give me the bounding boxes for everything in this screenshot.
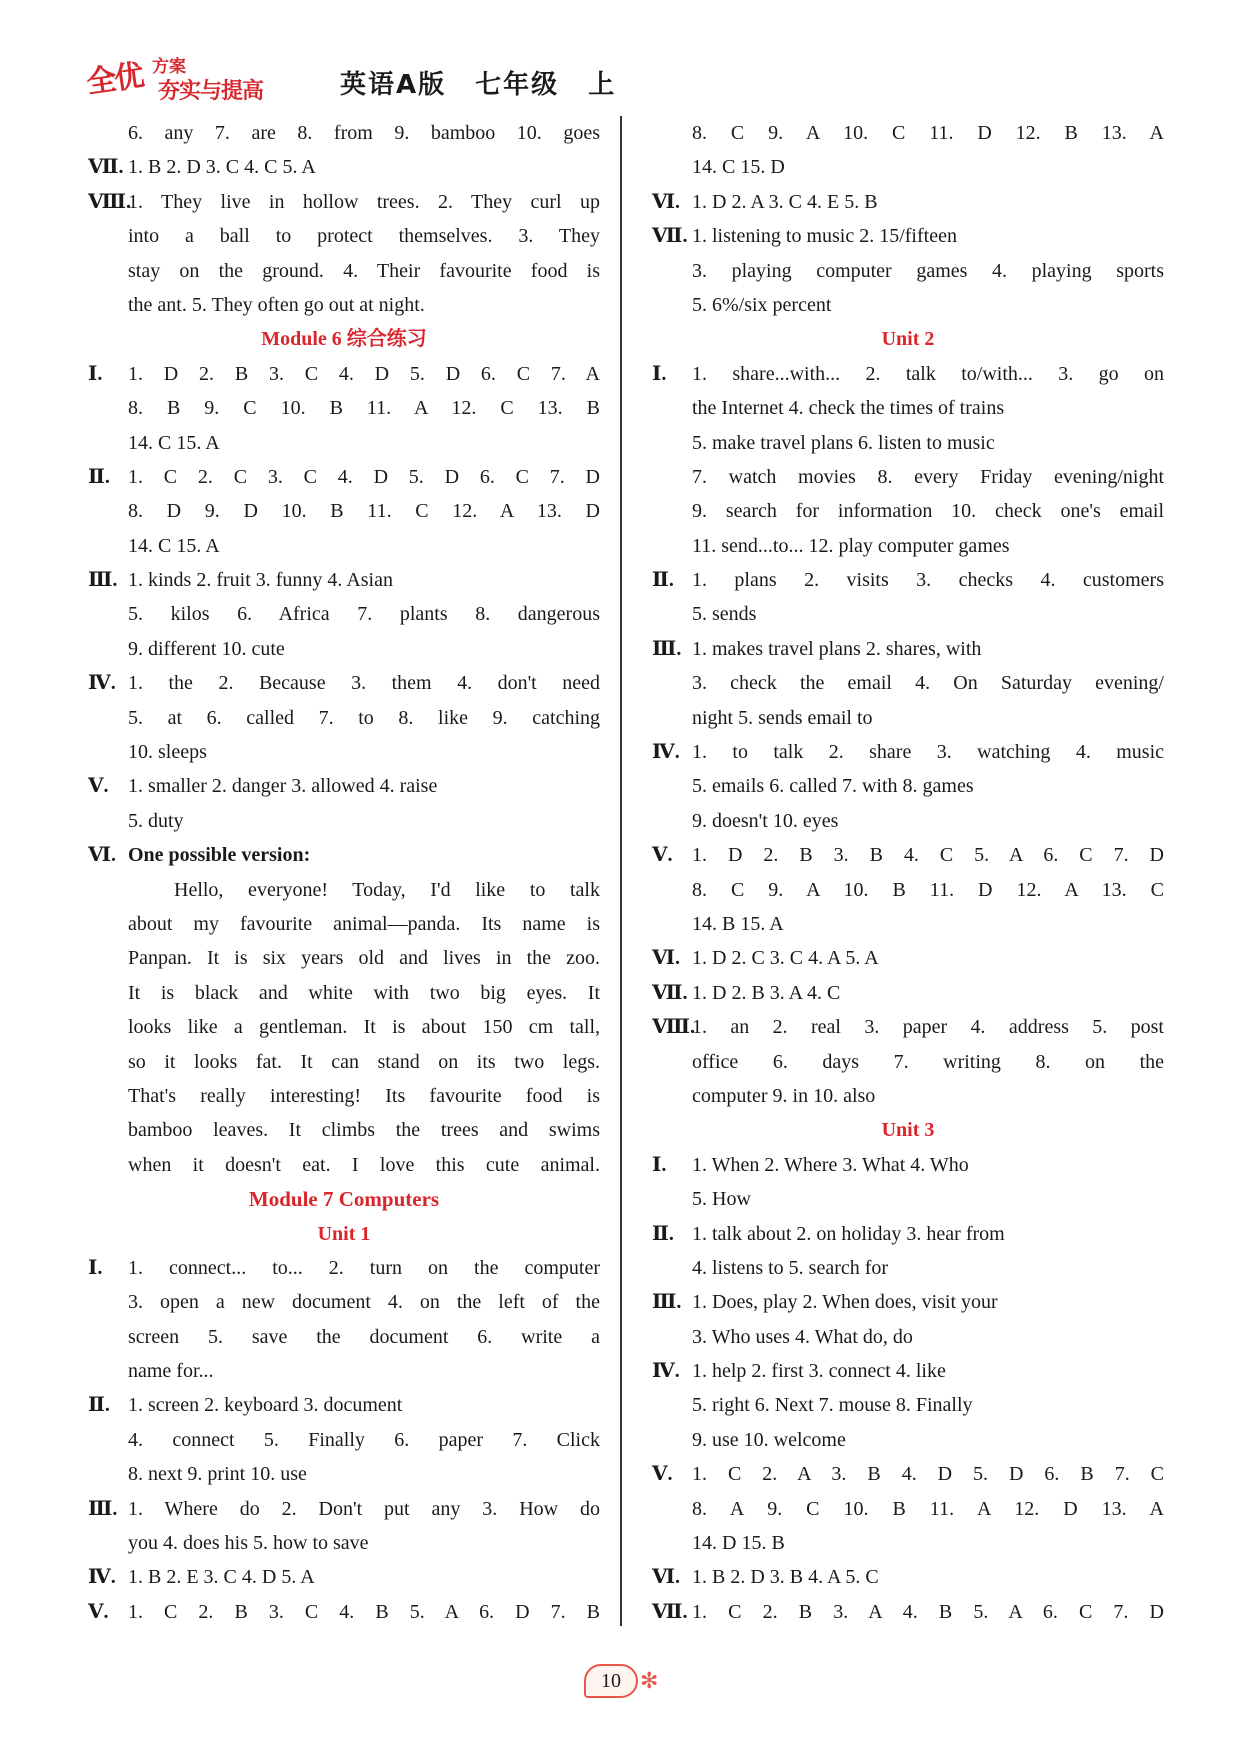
answer-line	[88, 769, 600, 803]
answer-line	[652, 1045, 1164, 1079]
answer-line	[88, 976, 600, 1010]
answer-text: 1. C 2. A 3. B 4. D 5. D 6. B 7. C	[692, 1463, 1164, 1486]
answer-line	[652, 1010, 1164, 1044]
section-heading: Unit 2	[881, 328, 935, 351]
answer-text: 1. D 2. B 3. A 4. C	[692, 981, 841, 1004]
answer-text: night 5. sends email to	[692, 706, 873, 729]
answer-line	[652, 1217, 1164, 1251]
section-numeral: Ⅲ.	[652, 1291, 682, 1314]
section-numeral: Ⅰ.	[88, 1256, 103, 1279]
answer-text: 4. listens to 5. search for	[692, 1256, 889, 1279]
answer-text: 1. plans 2. visits 3. checks 4. customers	[692, 569, 1164, 592]
answer-line	[652, 941, 1164, 975]
answer-line	[652, 494, 1164, 528]
section-numeral: Ⅵ.	[88, 844, 116, 867]
answer-line	[88, 907, 600, 941]
answer-text: the ant. 5. They often go out at night.	[128, 293, 425, 316]
answer-line	[88, 1388, 600, 1422]
answer-text: 1. smaller 2. danger 3. allowed 4. raise	[128, 775, 438, 798]
answer-line	[88, 426, 600, 460]
answer-line	[652, 529, 1164, 563]
answer-line	[88, 116, 600, 150]
section-numeral: Ⅲ.	[88, 569, 118, 592]
answer-text: office 6. days 7. writing 8. on the	[692, 1050, 1164, 1073]
section-numeral: Ⅵ.	[652, 190, 680, 213]
answer-text: 6. any 7. are 8. from 9. bamboo 10. goes	[128, 122, 600, 144]
answer-line	[652, 1285, 1164, 1319]
page-header	[80, 48, 1180, 106]
answer-text: 1. D 2. A 3. C 4. E 5. B	[692, 190, 878, 213]
section-numeral: Ⅳ.	[88, 672, 116, 695]
answer-line	[88, 1560, 600, 1594]
book-title: 英语A版 七年级 上	[340, 70, 617, 100]
column-divider	[620, 116, 622, 1626]
answer-text: 1. B 2. D 3. C 4. C 5. A	[128, 156, 316, 179]
answer-line	[652, 1492, 1164, 1526]
answer-text: about my favourite animal—panda. Its name is	[128, 912, 600, 935]
section-heading: Unit 3	[881, 1119, 935, 1142]
section-heading: Module 7 Computers	[248, 1187, 440, 1212]
answer-text: 11. send...to... 12. play computer games	[692, 534, 1010, 557]
answer-text: 1. the 2. Because 3. them 4. don't need	[128, 672, 600, 695]
section-numeral: Ⅳ.	[88, 1566, 116, 1589]
section-heading: Module 6 综合练习	[261, 328, 427, 351]
section-numeral: Ⅱ.	[652, 1222, 674, 1245]
answer-text: 10. sleeps	[128, 741, 207, 764]
answer-line	[652, 1423, 1164, 1457]
answer-line	[652, 185, 1164, 219]
answer-text: 1. share...with... 2. talk to/with... 3. go on	[692, 362, 1164, 385]
answer-line	[652, 150, 1164, 184]
answer-text: 1. C 2. C 3. C 4. D 5. D 6. C 7. D	[128, 465, 600, 488]
answer-text: 14. C 15. A	[128, 431, 220, 454]
answer-text: 1. D 2. B 3. B 4. C 5. A 6. C 7. D	[692, 844, 1164, 867]
answer-line	[88, 185, 600, 219]
answer-line	[652, 116, 1164, 150]
answer-text: Hello, everyone! Today, I'd like to talk	[174, 878, 600, 901]
answer-line	[652, 907, 1164, 941]
answer-line	[652, 254, 1164, 288]
answer-line	[88, 666, 600, 700]
answer-text: 1. help 2. first 3. connect 4. like	[692, 1360, 946, 1383]
section-numeral: Ⅱ.	[88, 465, 110, 488]
answer-text: 1. listening to music 2. 15/fifteen	[692, 225, 957, 248]
answer-text: 3. Who uses 4. What do, do	[692, 1325, 913, 1348]
answer-line	[88, 597, 600, 631]
answer-text: 3. check the email 4. On Saturday evening/	[692, 672, 1164, 695]
answer-text: 1. talk about 2. on holiday 3. hear from	[692, 1222, 1005, 1245]
section-numeral: Ⅷ.	[88, 190, 131, 213]
answer-line	[88, 529, 600, 563]
section-numeral: Ⅰ.	[652, 1153, 667, 1176]
answer-text: 7. watch movies 8. every Friday evening/night	[692, 465, 1164, 488]
answer-text: 1. screen 2. keyboard 3. document	[128, 1394, 403, 1417]
left-column	[88, 116, 600, 1629]
answer-line	[88, 391, 600, 425]
answer-line	[652, 735, 1164, 769]
answer-line	[652, 426, 1164, 460]
answer-text: you 4. does his 5. how to save	[128, 1532, 369, 1555]
answer-line	[88, 1113, 600, 1147]
answer-line	[652, 1388, 1164, 1422]
answer-text: 8. D 9. D 10. B 11. C 12. A 13. D	[128, 500, 600, 523]
section-numeral: Ⅳ.	[652, 741, 680, 764]
section-numeral: Ⅰ.	[88, 362, 103, 385]
section-heading: Unit 1	[317, 1222, 371, 1245]
answer-text: 1. When 2. Where 3. What 4. Who	[692, 1153, 969, 1176]
answer-line	[652, 1320, 1164, 1354]
answer-line	[88, 460, 600, 494]
answer-line	[88, 1285, 600, 1319]
section-numeral: Ⅶ.	[88, 156, 124, 179]
answer-text: 5. kilos 6. Africa 7. plants 8. dangerous	[128, 603, 600, 626]
answer-line	[652, 873, 1164, 907]
answer-text: One possible version:	[128, 844, 311, 867]
answer-text: when it doesn't eat. I love this cute animal.	[128, 1153, 600, 1176]
answer-line	[88, 735, 600, 769]
answer-line	[88, 219, 600, 253]
answer-line	[88, 1148, 600, 1182]
answer-line	[88, 1526, 600, 1560]
answer-text: name for...	[128, 1360, 214, 1383]
answer-line	[652, 1182, 1164, 1216]
answer-line	[652, 357, 1164, 391]
section-numeral: Ⅲ.	[652, 637, 682, 660]
answer-text: 5. sends	[692, 603, 757, 626]
answer-text: 5. make travel plans 6. listen to music	[692, 431, 995, 454]
answer-text: bamboo leaves. It climbs the trees and swims	[128, 1119, 600, 1142]
answer-line	[652, 1560, 1164, 1594]
answer-text: 5. duty	[128, 809, 184, 832]
answer-text: 8. C 9. A 10. C 11. D 12. B 13. A	[692, 122, 1164, 144]
answer-text: 1. They live in hollow trees. 2. They curl up	[128, 190, 600, 213]
answer-text: the Internet 4. check the times of trains	[692, 397, 1005, 420]
section-numeral: Ⅶ.	[652, 981, 688, 1004]
answer-line	[652, 597, 1164, 631]
answer-line	[88, 1045, 600, 1079]
answer-text: 8. A 9. C 10. B 11. A 12. D 13. A	[692, 1497, 1164, 1520]
logo-text-2: 方案	[152, 57, 186, 77]
answer-line	[652, 976, 1164, 1010]
answer-line	[88, 1423, 600, 1457]
answer-text: 1. an 2. real 3. paper 4. address 5. post	[692, 1016, 1164, 1039]
answer-line	[88, 357, 600, 391]
answer-line	[652, 219, 1164, 253]
page-footer	[572, 1658, 682, 1702]
answer-line	[652, 1354, 1164, 1388]
answer-text: 9. use 10. welcome	[692, 1428, 846, 1451]
answer-line	[652, 701, 1164, 735]
answer-line	[88, 1079, 600, 1113]
answer-text: 1. Where do 2. Don't put any 3. How do	[128, 1497, 600, 1520]
answer-line	[88, 288, 600, 322]
answer-text: 5. How	[692, 1188, 751, 1211]
answer-line	[88, 804, 600, 838]
answer-line	[652, 632, 1164, 666]
answer-line	[88, 1492, 600, 1526]
answer-line	[88, 1457, 600, 1491]
answer-line	[652, 1251, 1164, 1285]
answer-line	[88, 254, 600, 288]
answer-text: 9. doesn't 10. eyes	[692, 809, 839, 832]
answer-text: 5. right 6. Next 7. mouse 8. Finally	[692, 1394, 973, 1417]
answer-line	[652, 769, 1164, 803]
answer-line	[88, 941, 600, 975]
answer-line	[88, 150, 600, 184]
answer-text: 1. D 2. B 3. C 4. D 5. D 6. C 7. A	[128, 362, 600, 385]
answer-line	[652, 1148, 1164, 1182]
section-numeral: Ⅶ.	[652, 1600, 688, 1623]
answer-text: 3. open a new document 4. on the left of the	[128, 1291, 600, 1314]
answer-line	[652, 563, 1164, 597]
answer-text: so it looks fat. It can stand on its two legs.	[128, 1050, 600, 1073]
answer-line	[88, 1354, 600, 1388]
section-numeral: Ⅴ.	[652, 844, 673, 867]
answer-text: 1. Does, play 2. When does, visit your	[692, 1291, 998, 1314]
section-numeral: Ⅱ.	[88, 1394, 110, 1417]
answer-text: 5. at 6. called 7. to 8. like 9. catching	[128, 706, 600, 729]
answer-line	[88, 632, 600, 666]
logo-text-1: 全优	[84, 58, 145, 101]
section-numeral: Ⅳ.	[652, 1360, 680, 1383]
answer-line	[652, 288, 1164, 322]
answer-text: 14. B 15. A	[692, 912, 784, 935]
answer-line	[88, 701, 600, 735]
logo-text-3: 夯实与提高	[158, 79, 264, 104]
answer-text: 8. next 9. print 10. use	[128, 1463, 307, 1486]
answer-line	[652, 1526, 1164, 1560]
answer-text: 1. C 2. B 3. C 4. B 5. A 6. D 7. B	[128, 1600, 600, 1623]
answer-line	[652, 460, 1164, 494]
answer-text: 9. search for information 10. check one's email	[692, 500, 1164, 523]
answer-text: 1. makes travel plans 2. shares, with	[692, 637, 982, 660]
answer-text: Panpan. It is six years old and lives in the zoo.	[128, 947, 600, 970]
section-numeral: Ⅴ.	[88, 1600, 109, 1623]
answer-line	[88, 1010, 600, 1044]
section-numeral: Ⅱ.	[652, 569, 674, 592]
answer-text: 1. D 2. C 3. C 4. A 5. A	[692, 947, 879, 970]
answer-text: 4. connect 5. Finally 6. paper 7. Click	[128, 1428, 600, 1451]
answer-line	[88, 563, 600, 597]
answer-text: stay on the ground. 4. Their favourite food is	[128, 259, 600, 282]
answer-text: 14. C 15. A	[128, 534, 220, 557]
answer-line	[652, 1595, 1164, 1629]
right-column	[652, 116, 1164, 1629]
section-numeral: Ⅵ.	[652, 947, 680, 970]
page-number: 10	[584, 1664, 638, 1698]
answer-text: 3. playing computer games 4. playing sports	[692, 259, 1164, 282]
answer-text: 1. to talk 2. share 3. watching 4. music	[692, 741, 1164, 764]
answer-text: into a ball to protect themselves. 3. They	[128, 225, 600, 248]
section-numeral: Ⅲ.	[88, 1497, 118, 1520]
section-numeral: Ⅴ.	[652, 1463, 673, 1486]
answer-text: 1. B 2. E 3. C 4. D 5. A	[128, 1566, 315, 1589]
answer-line	[88, 873, 600, 907]
answer-text: 8. B 9. C 10. B 11. A 12. C 13. B	[128, 397, 600, 420]
section-numeral: Ⅰ.	[652, 362, 667, 385]
answer-line	[88, 1320, 600, 1354]
answer-text: screen 5. save the document 6. write a	[128, 1325, 600, 1348]
answer-text: 14. C 15. D	[692, 156, 785, 179]
answer-line	[88, 1595, 600, 1629]
answer-text: 14. D 15. B	[692, 1532, 785, 1555]
answer-text: computer 9. in 10. also	[692, 1084, 876, 1107]
answer-text: 5. 6%/six percent	[692, 293, 832, 316]
section-numeral: Ⅷ.	[652, 1016, 695, 1039]
answer-text: That's really interesting! Its favourite food is	[128, 1084, 600, 1107]
answer-text: 9. different 10. cute	[128, 637, 285, 660]
answer-line	[652, 1457, 1164, 1491]
answer-line	[88, 838, 600, 872]
brand-logo-icon	[80, 48, 310, 106]
answer-line	[652, 1079, 1164, 1113]
answer-line	[88, 494, 600, 528]
answer-text: 1. B 2. D 3. B 4. A 5. C	[692, 1566, 879, 1589]
answer-text: 5. emails 6. called 7. with 8. games	[692, 775, 974, 798]
answer-line	[652, 666, 1164, 700]
answer-text: It is black and white with two big eyes. It	[128, 981, 600, 1004]
answer-line	[652, 391, 1164, 425]
answer-line	[652, 804, 1164, 838]
answer-text: 1. connect... to... 2. turn on the computer	[128, 1256, 600, 1279]
answer-text: 8. C 9. A 10. B 11. D 12. A 13. C	[692, 878, 1164, 901]
answer-text: 1. kinds 2. fruit 3. funny 4. Asian	[128, 569, 393, 592]
answer-text: looks like a gentleman. It is about 150 cm tall,	[128, 1016, 600, 1039]
section-numeral: Ⅴ.	[88, 775, 109, 798]
section-numeral: Ⅵ.	[652, 1566, 680, 1589]
answer-text: 1. C 2. B 3. A 4. B 5. A 6. C 7. D	[692, 1600, 1164, 1623]
section-numeral: Ⅶ.	[652, 225, 688, 248]
flower-icon: ✻	[640, 1668, 659, 1693]
answer-line	[88, 1251, 600, 1285]
answer-line	[652, 838, 1164, 872]
